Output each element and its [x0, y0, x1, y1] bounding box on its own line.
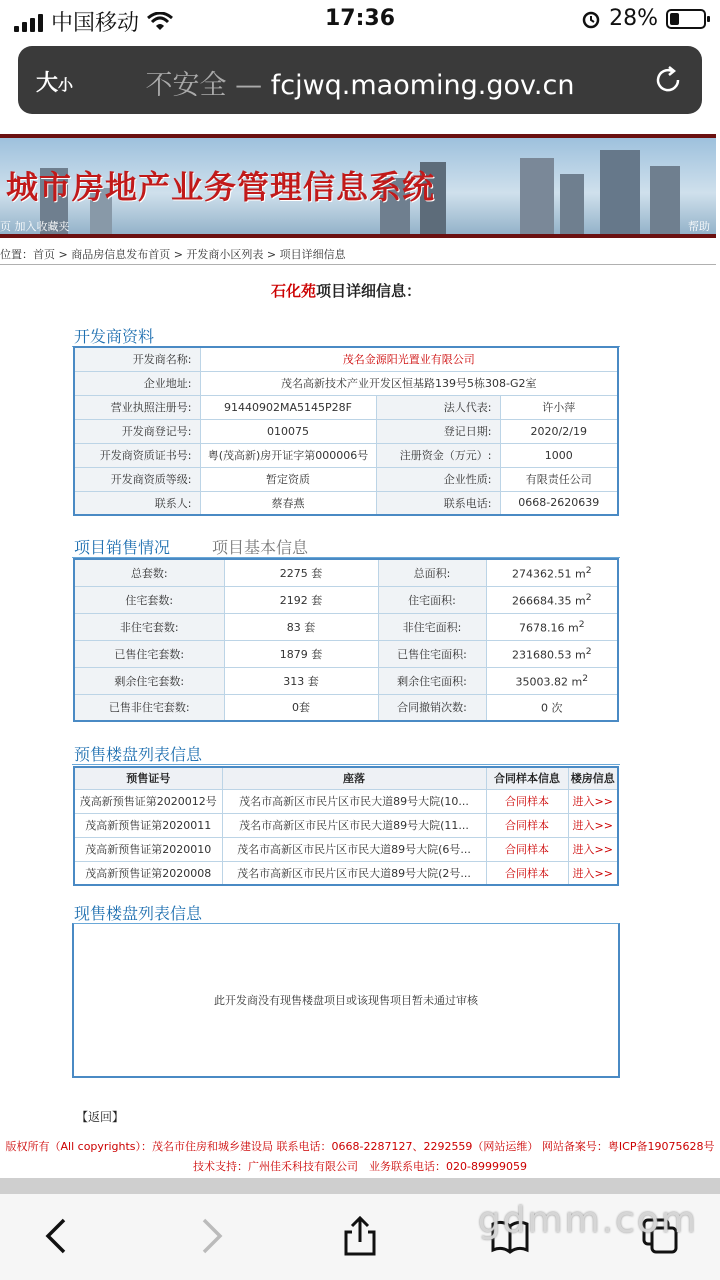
- section-developer: 开发商资料: [74, 327, 155, 346]
- project-name: 石化苑: [270, 282, 316, 300]
- project-title: [72, 280, 620, 301]
- table-label: 非住宅套数:: [74, 613, 224, 640]
- spot-empty-message: 此开发商没有现售楼盘项目或该现售项目暂未通过审核: [214, 994, 478, 1007]
- table-row: [74, 861, 618, 885]
- cell-value: 266684.35 m: [511, 594, 586, 608]
- table-cell: 茂名高新技术产业开发区恒基路139号5栋308-G2室: [200, 371, 618, 395]
- presale-cert: 茂高新预售证第2020011: [74, 813, 222, 837]
- column-header: 楼房信息: [568, 767, 618, 789]
- breadcrumb-divider: [0, 264, 716, 265]
- tab-basic-info[interactable]: 项目基本信息: [212, 538, 309, 557]
- help-link[interactable]: 帮助: [688, 220, 710, 233]
- table-cell: [486, 613, 618, 640]
- site-title: 城市房地产业务管理信息系统: [6, 168, 436, 206]
- table-cell: 83 套: [224, 613, 378, 640]
- enter-link[interactable]: 进入>>: [568, 789, 618, 813]
- site-banner: [0, 134, 716, 238]
- cell-value: 0 次: [541, 701, 563, 715]
- enter-link[interactable]: 进入>>: [568, 837, 618, 861]
- table-label: 登记日期:: [376, 419, 500, 443]
- table-label: 营业执照注册号:: [74, 395, 200, 419]
- table-label: 总面积:: [378, 559, 486, 586]
- table-label: 法人代表:: [376, 395, 500, 419]
- contract-sample-link[interactable]: 合同样本: [486, 813, 568, 837]
- table-cell: [486, 640, 618, 667]
- text-size-small: 小: [58, 76, 74, 94]
- forward-icon[interactable]: [190, 1216, 230, 1256]
- unit-superscript: 2: [585, 564, 592, 576]
- table-row: [74, 559, 618, 586]
- clock: 17:36: [324, 6, 396, 31]
- text-size-big: 大: [36, 71, 59, 96]
- cell-value: 231680.53 m: [511, 648, 586, 662]
- table-row: [74, 395, 618, 419]
- cell-value: 35003.82 m: [515, 675, 583, 689]
- presale-location: 茂名市高新区市民片区市民大道89号大院(2号...: [222, 861, 486, 885]
- project-title-suffix: 项目详细信息：: [316, 282, 422, 300]
- status-bar: [0, 0, 720, 40]
- unit-superscript: 2: [585, 645, 592, 657]
- contract-sample-link[interactable]: 合同样本: [486, 837, 568, 861]
- unit-superscript: 2: [582, 672, 589, 684]
- carrier-name: 中国移动: [51, 11, 140, 36]
- banner-links[interactable]: 页 加入收藏夹: [0, 220, 70, 233]
- not-secure-label: 不安全 —: [145, 70, 263, 101]
- table-header-row: [74, 767, 618, 789]
- table-row: [74, 371, 618, 395]
- banner-building: [520, 158, 554, 238]
- table-row: [74, 667, 618, 694]
- banner-building: [650, 166, 680, 238]
- table-cell: 91440902MA5145P28F: [200, 395, 376, 419]
- battery-percent: 28%: [609, 6, 658, 31]
- table-cell: 010075: [200, 419, 376, 443]
- table-label: 联系人:: [74, 491, 200, 515]
- enter-link[interactable]: 进入>>: [568, 861, 618, 885]
- spot-list-box: [72, 923, 620, 1078]
- section-presale: 预售楼盘列表信息: [74, 745, 203, 764]
- table-cell: 313 套: [224, 667, 378, 694]
- banner-divider: [0, 234, 716, 238]
- cell-value: 274362.51 m: [511, 567, 586, 581]
- table-row: [74, 813, 618, 837]
- table-row: [74, 640, 618, 667]
- url-text[interactable]: [18, 63, 702, 102]
- table-row: [74, 694, 618, 721]
- table-cell: [486, 694, 618, 721]
- table-label: 已售非住宅套数:: [74, 694, 224, 721]
- banner-building: [560, 174, 584, 238]
- table-cell: 2020/2/19: [500, 419, 618, 443]
- table-label: 合同撤销次数:: [378, 694, 486, 721]
- table-cell: 0套: [224, 694, 378, 721]
- presale-cert: 茂高新预售证第2020012号: [74, 789, 222, 813]
- table-label: 企业性质:: [376, 467, 500, 491]
- section-spot: 现售楼盘列表信息: [74, 904, 203, 923]
- watermark: gdmm.com: [477, 1200, 698, 1241]
- column-header: 座落: [222, 767, 486, 789]
- table-label: 非住宅面积:: [378, 613, 486, 640]
- table-cell: 暂定资质: [200, 467, 376, 491]
- table-row: [74, 837, 618, 861]
- reload-icon[interactable]: [652, 64, 684, 96]
- table-label: 企业地址:: [74, 371, 200, 395]
- table-cell: 0668-2620639: [500, 491, 618, 515]
- developer-table: [73, 346, 619, 516]
- battery-icon: [666, 9, 706, 29]
- back-link[interactable]: 【返回】: [76, 1110, 125, 1124]
- table-row: [74, 347, 618, 371]
- alarm-icon: [581, 9, 601, 29]
- back-icon[interactable]: [38, 1216, 78, 1256]
- table-cell: 有限责任公司: [500, 467, 618, 491]
- table-cell: 2275 套: [224, 559, 378, 586]
- table-cell: [486, 667, 618, 694]
- tab-sales[interactable]: 项目销售情况: [74, 538, 171, 557]
- unit-superscript: 2: [585, 591, 592, 603]
- cell-value: 7678.16 m: [518, 621, 579, 635]
- table-label: 开发商名称:: [74, 347, 200, 371]
- table-label: 开发商资质等级:: [74, 467, 200, 491]
- table-label: 剩余住宅套数:: [74, 667, 224, 694]
- table-row: [74, 586, 618, 613]
- table-cell: 2192 套: [224, 586, 378, 613]
- presale-location: 茂名市高新区市民片区市民大道89号大院(10...: [222, 789, 486, 813]
- table-row: [74, 491, 618, 515]
- table-row: [74, 419, 618, 443]
- enter-link[interactable]: 进入>>: [568, 813, 618, 837]
- unit-superscript: 2: [578, 618, 585, 630]
- table-cell: 1879 套: [224, 640, 378, 667]
- presale-cert: 茂高新预售证第2020010: [74, 837, 222, 861]
- presale-table: [73, 766, 619, 886]
- table-row: [74, 613, 618, 640]
- table-label: 住宅面积:: [378, 586, 486, 613]
- table-label: 已售住宅套数:: [74, 640, 224, 667]
- table-cell: 粤(茂高新)房开证字第000006号: [200, 443, 376, 467]
- table-cell: [486, 586, 618, 613]
- table-label: 注册资金（万元）:: [376, 443, 500, 467]
- table-label: 开发商登记号:: [74, 419, 200, 443]
- footer-copyright: 版权所有（All copyrights）：茂名市住房和城乡建设局 联系电话：0668-2287127、2292559（网站运维） 网站备案号：粤ICP备19075628号: [5, 1140, 715, 1153]
- page-bottom-edge: [0, 1178, 720, 1194]
- table-row: [74, 443, 618, 467]
- battery-fill: [670, 13, 679, 25]
- table-label: 联系电话:: [376, 491, 500, 515]
- table-cell: 许小萍: [500, 395, 618, 419]
- table-label: 剩余住宅面积:: [378, 667, 486, 694]
- table-label: 总套数:: [74, 559, 224, 586]
- webpage: [0, 134, 720, 1164]
- table-label: 开发商资质证书号:: [74, 443, 200, 467]
- section-divider: [72, 764, 620, 765]
- column-header: 预售证号: [74, 767, 222, 789]
- sales-table: [73, 558, 619, 722]
- presale-cert: 茂高新预售证第2020008: [74, 861, 222, 885]
- share-icon[interactable]: [340, 1216, 380, 1256]
- presale-location: 茂名市高新区市民片区市民大道89号大院(6号...: [222, 837, 486, 861]
- breadcrumb[interactable]: 位置：首页 > 商品房信息发布首页 > 开发商小区列表 > 项目详细信息: [0, 248, 346, 261]
- table-cell: [486, 559, 618, 586]
- column-header: 合同样本信息: [486, 767, 568, 789]
- banner-building: [600, 150, 640, 238]
- footer-support: 技术支持：广州佳禾科技有限公司 业务联系电话：020-89999059: [193, 1160, 527, 1173]
- table-label: 住宅套数:: [74, 586, 224, 613]
- table-cell: 蔡春燕: [200, 491, 376, 515]
- contract-sample-link[interactable]: 合同样本: [486, 789, 568, 813]
- table-row: [74, 467, 618, 491]
- table-row: [74, 789, 618, 813]
- table-label: 已售住宅面积:: [378, 640, 486, 667]
- presale-location: 茂名市高新区市民片区市民大道89号大院(11...: [222, 813, 486, 837]
- developer-name: 茂名金源阳光置业有限公司: [200, 347, 618, 371]
- table-cell: 1000: [500, 443, 618, 467]
- address-bar[interactable]: [18, 46, 702, 114]
- domain-label: fcjwq.maoming.gov.cn: [270, 70, 575, 101]
- contract-sample-link[interactable]: 合同样本: [486, 861, 568, 885]
